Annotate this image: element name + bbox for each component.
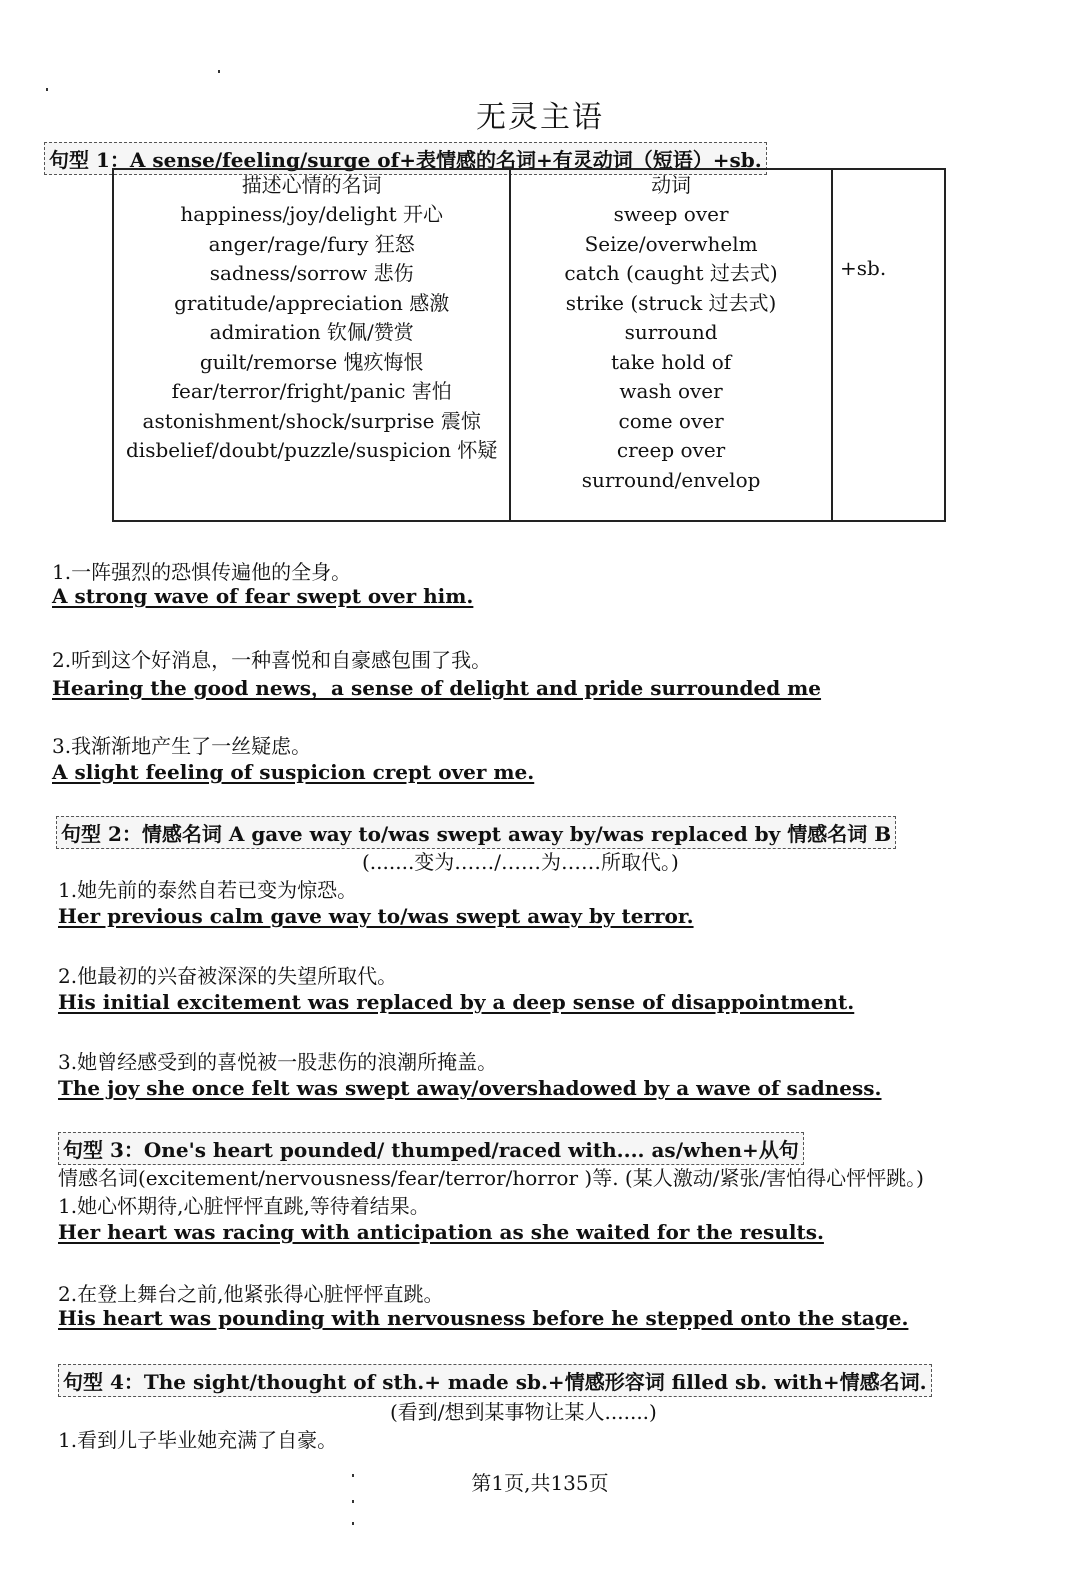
emotion-noun-item: guilt/remorse 愧疚悔恨 [199, 349, 424, 374]
p2-example-3-chinese: 3.她曾经感受到的喜悦被一股悲伤的浪潮所掩盖。 [58, 1050, 498, 1074]
scan-speck [352, 1522, 354, 1525]
emotion-noun-column [113, 169, 510, 521]
scan-speck [46, 88, 48, 91]
emotion-noun-item: anger/rage/fury 狂怒 [208, 231, 415, 256]
p3-example-2-chinese: 2.在登上舞台之前,他紧张得心脏怦怦直跳。 [58, 1282, 444, 1306]
p1-example-1-english: A strong wave of fear swept over him. [52, 584, 474, 608]
verb-item: surround [624, 320, 718, 344]
p3-example-2-english: His heart was pounding with nervousness before he stepped onto the stage. [58, 1306, 909, 1330]
p2-example-2-english: His initial excitement was replaced by a deep sense of disappointment. [58, 990, 855, 1014]
pattern-1-heading: 句型 1：A sense/feeling/surge of+表情感的名词+有灵动词（短语）+sb. [44, 142, 767, 175]
emotion-noun-item: gratitude/appreciation 感激 [174, 290, 450, 315]
verb-item: catch (caught 过去式) [564, 261, 778, 285]
p1-example-2-english: Hearing the good news，a sense of delight and pride surrounded me [52, 676, 822, 700]
verb-item: wash over [619, 379, 723, 403]
p3-example-1-english: Her heart was racing with anticipation as she waited for the results. [58, 1220, 824, 1244]
p4-example-1-chinese: 1.看到儿子毕业她充满了自豪。 [58, 1428, 338, 1452]
p1-example-1-chinese: 1.一阵强烈的恐惧传遍他的全身。 [52, 560, 352, 584]
vocab-table [112, 168, 946, 522]
verb-item: take hold of [610, 349, 732, 374]
pattern-3-heading: 句型 3：One's heart pounded/ thumped/raced with.... as/when+从句 [58, 1132, 804, 1165]
pattern-4-heading: 句型 4：The sight/thought of sth.+ made sb.+情感形容词 filled sb. with+情感名词. [58, 1364, 932, 1397]
pattern-2-heading: 句型 2：情感名词 A gave way to/was swept away by/was replaced by 情感名词 B [56, 816, 896, 849]
scan-speck [352, 1474, 354, 1477]
verb-list [511, 200, 830, 495]
p2-example-1-chinese: 1.她先前的泰然自若已变为惊恐。 [58, 878, 358, 902]
verb-column [510, 169, 831, 521]
emotion-noun-item: happiness/joy/delight 开心 [180, 202, 443, 226]
emotion-noun-item: admiration 钦佩/赞赏 [209, 320, 414, 344]
p2-example-1-english: Her previous calm gave way to/was swept away by terror. [58, 904, 694, 928]
p1-example-3-english: A slight feeling of suspicion crept over me. [52, 760, 535, 784]
noun-list [114, 200, 509, 466]
pattern-2-note: (.......变为……/……为……所取代。) [362, 850, 679, 874]
verb-item: surround/envelop [581, 467, 761, 492]
emotion-noun-item: fear/terror/fright/panic 害怕 [171, 379, 452, 403]
verb-item: creep over [616, 438, 726, 462]
noun-column-header: 描述心情的名词 [241, 173, 382, 197]
verb-column-header: 动词 [651, 173, 692, 197]
p3-example-1-chinese: 1.她心怀期待,心脏怦怦直跳,等待着结果。 [58, 1194, 430, 1218]
verb-item: Seize/overwhelm [584, 231, 758, 256]
emotion-noun-item: astonishment/shock/surprise 震惊 [142, 408, 481, 433]
p1-example-2-chinese: 2.听到这个好消息，一种喜悦和自豪感包围了我。 [52, 648, 492, 672]
scan-speck [218, 70, 220, 73]
scan-speck [352, 1500, 354, 1503]
p2-example-3-english: The joy she once felt was swept away/overshadowed by a wave of sadness. [58, 1076, 882, 1100]
verb-item: strike (struck 过去式) [565, 290, 777, 315]
object-column [832, 169, 945, 521]
emotion-noun-item: disbelief/doubt/puzzle/suspicion 怀疑 [126, 438, 498, 462]
p1-example-3-chinese: 3.我渐渐地产生了一丝疑虑。 [52, 734, 312, 758]
verb-item: come over [618, 408, 724, 433]
p2-example-2-chinese: 2.他最初的兴奋被深深的失望所取代。 [58, 964, 398, 988]
pattern-3-note: 情感名词(excitement/nervousness/fear/terror/horror )等. (某人激动/紧张/害怕得心怦怦跳。) [58, 1166, 924, 1190]
object-suffix: +sb. [840, 256, 887, 280]
emotion-noun-item: sadness/sorrow 悲伤 [209, 261, 414, 285]
pattern-4-note: (看到/想到某事物让某人.......) [390, 1400, 657, 1424]
page-number: 第1页,共135页 [471, 1471, 609, 1495]
page-title: 无灵主语 [476, 100, 604, 135]
verb-item: sweep over [613, 202, 729, 226]
